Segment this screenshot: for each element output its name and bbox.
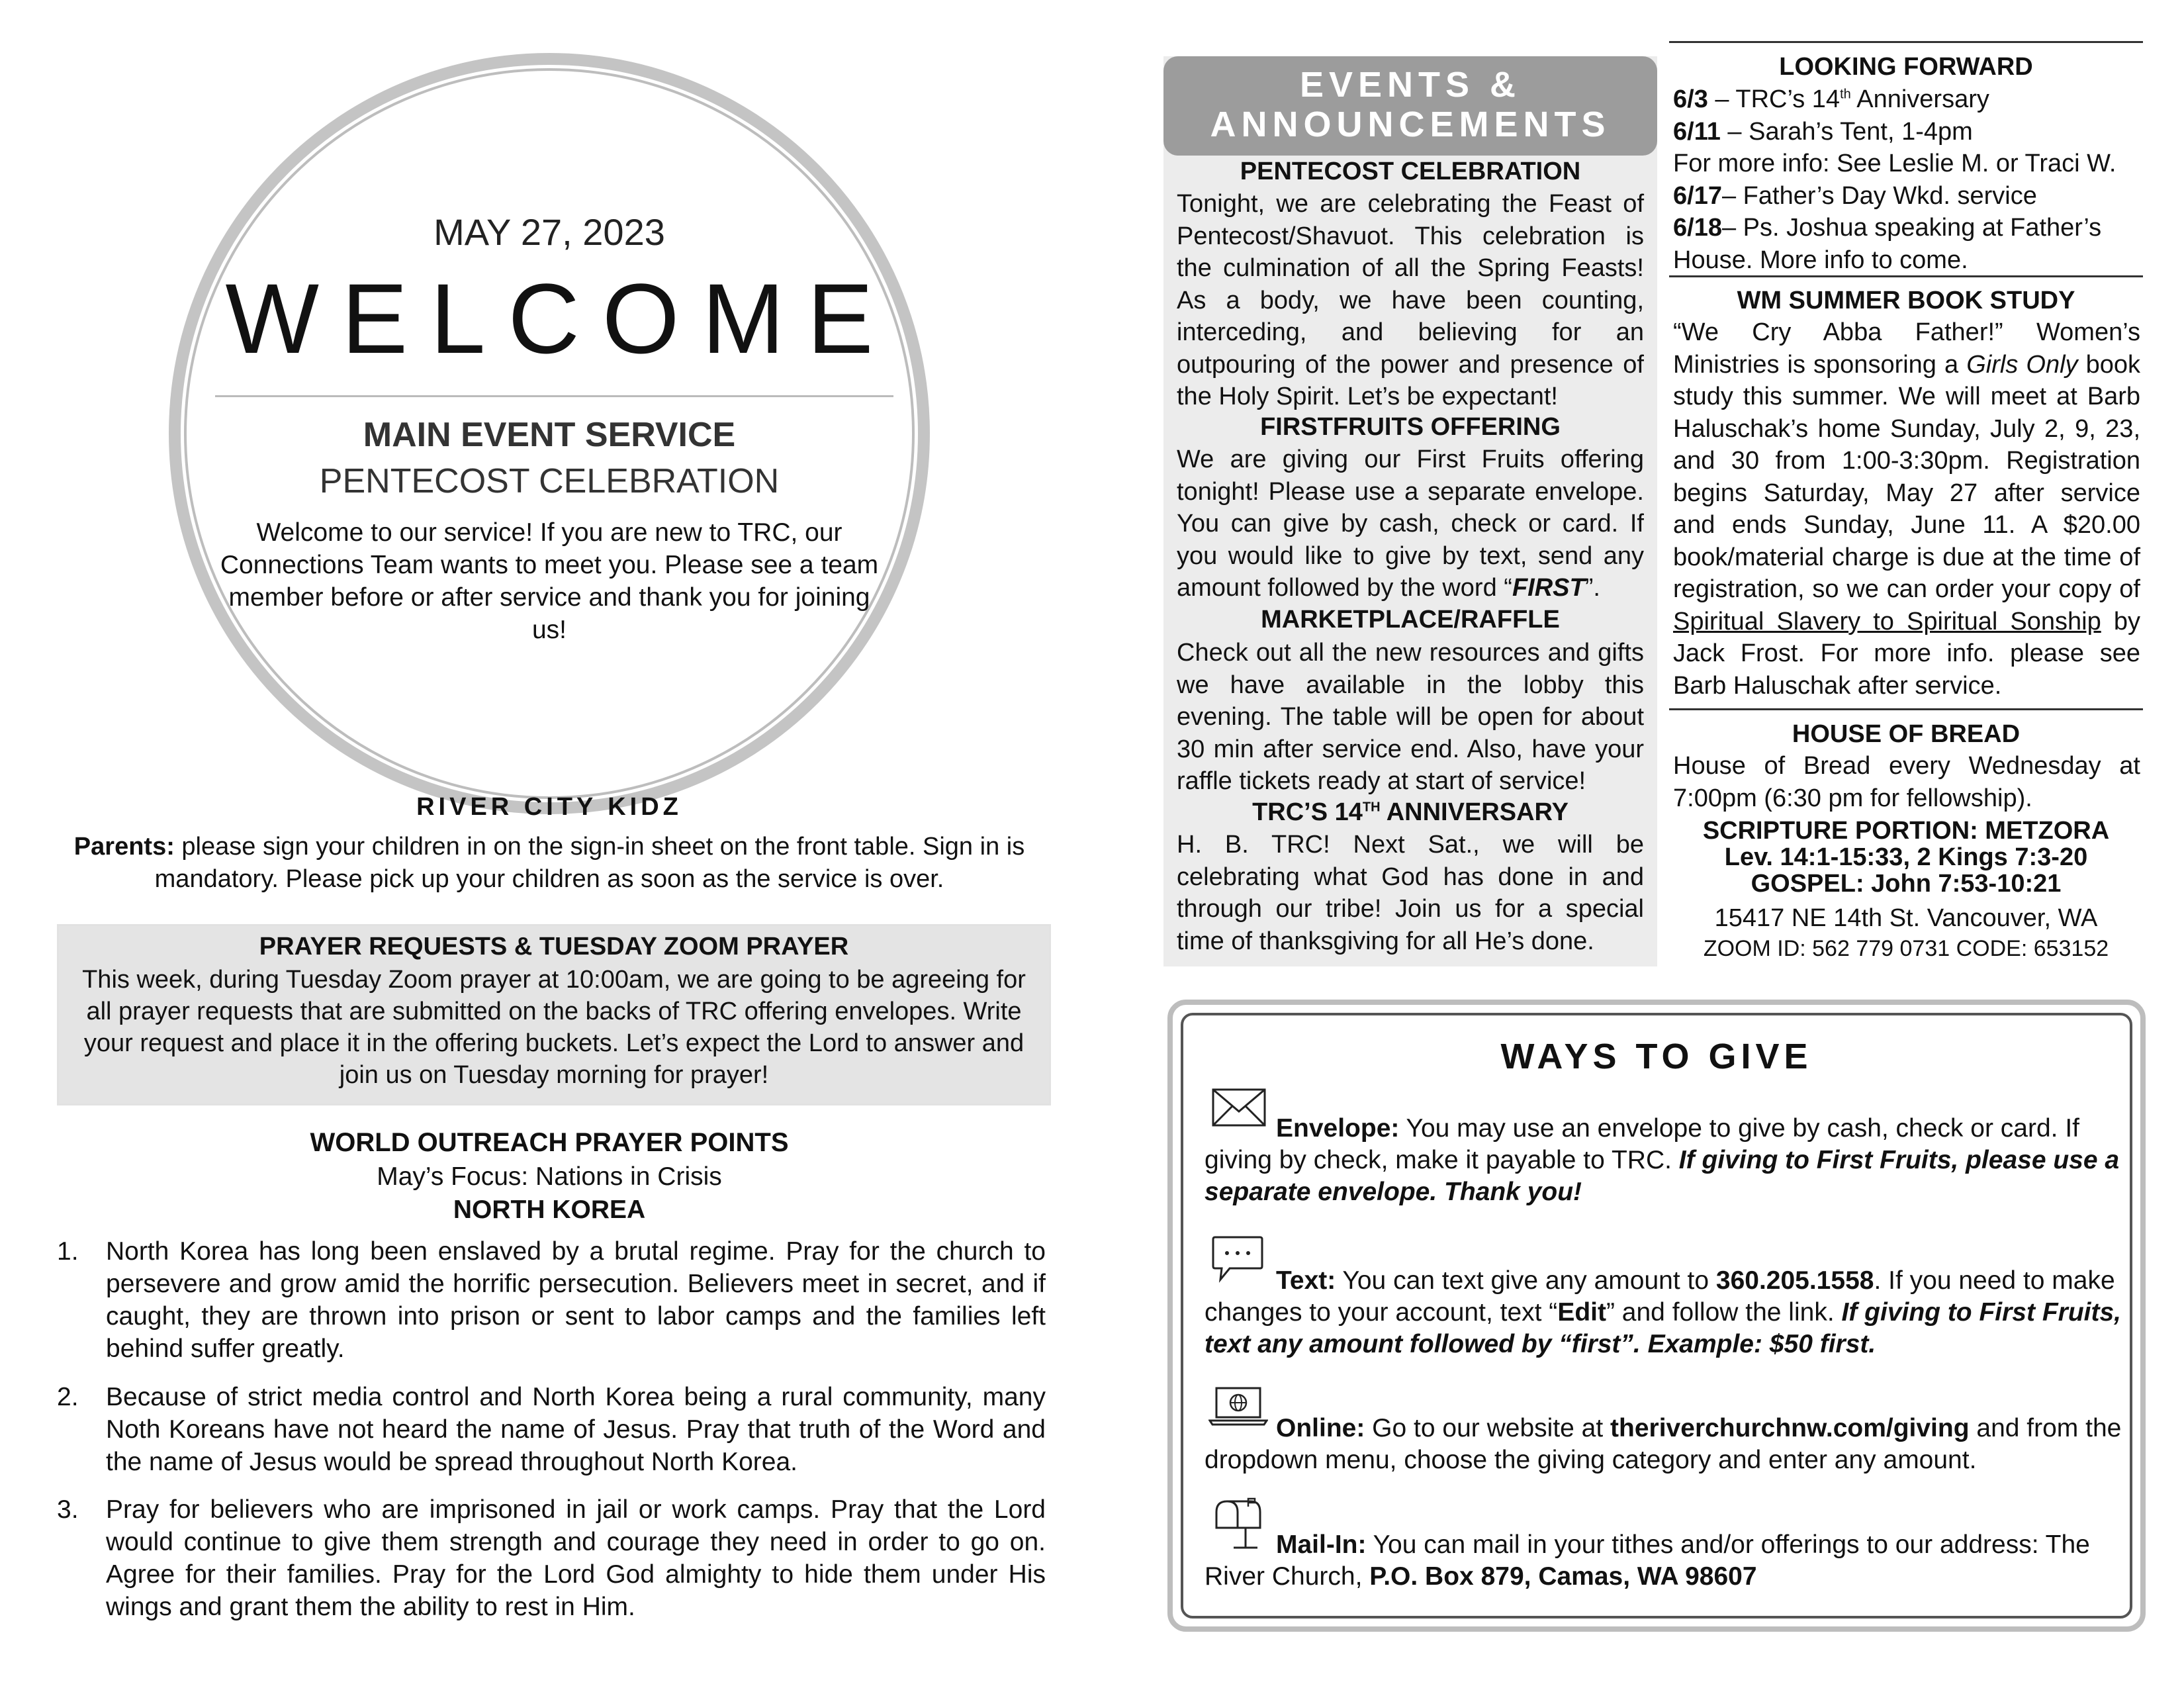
give-text-note: If giving to First Fruits, text any amount followed by “first”. Example: $50 first.	[1205, 1298, 2121, 1358]
firstfruits-text	[1177, 444, 1644, 604]
anniversary-title-sup: TH	[1362, 800, 1381, 815]
firstfruits-body: We are giving our First Fruits offering tonight! Please use a separate envelope. You can give by cash, check or card. If you would like to give by text, send any amount followed by the word “	[1177, 445, 1644, 602]
events-header-text	[1163, 65, 1657, 144]
event-text: – Father’s Day Wkd. service	[1721, 181, 2037, 210]
give-envelope-label: Envelope:	[1276, 1114, 1400, 1143]
give-text-body: ” and follow the link.	[1606, 1298, 1842, 1327]
giving-website-link[interactable]: theriverchurchnw.com/giving	[1610, 1414, 1970, 1442]
prayer-point	[53, 1493, 1046, 1623]
kidz-title: RIVER CITY KIDZ	[416, 793, 682, 821]
give-online	[1205, 1413, 2124, 1476]
welcome-title: WELCOME	[225, 263, 896, 374]
give-online-body: and from the dropdown menu, choose the giving category and enter any amount.	[1205, 1414, 2122, 1474]
scripture-portion	[1669, 818, 2143, 897]
book-title: Spiritual Slavery to Spiritual Sonship	[1673, 607, 2101, 635]
event-text-post: Anniversary	[1850, 85, 1989, 113]
give-mail-label: Mail-In:	[1276, 1530, 1367, 1559]
book-study-body: book study this summer. We will meet at Barb Haluschak’s home Sunday, July 2, 9, 23, and 30 from 1:00-3:30pm. Registration begins Saturday, May 27 after service and ends Sunday, June 11. A $20.00 book/material charge is due at the time of registration, so we can order your copy of	[1673, 350, 2141, 603]
service-date: MAY 27, 2023	[433, 211, 665, 253]
give-title: WAYS TO GIVE	[1500, 1037, 1813, 1076]
scripture-line: SCRIPTURE PORTION: METZORA	[1702, 817, 2110, 845]
give-text-keyword: Edit	[1557, 1298, 1606, 1327]
give-text-number: 360.205.1558	[1715, 1266, 1874, 1295]
event-text: – Ps. Joshua speaking at Father’s House. More info to come.	[1673, 214, 2102, 274]
give-envelope	[1205, 1113, 2124, 1208]
welcome-text: Welcome to our service! If you are new to TRC, our Connections Team wants to meet you. Please see a team member before or after service and thank you for joining us!	[220, 518, 879, 644]
world-outreach-title: WORLD OUTREACH PRAYER POINTS	[310, 1128, 789, 1157]
divider	[1669, 275, 2143, 277]
marketplace-title: MARKETPLACE/RAFFLE	[1261, 606, 1560, 633]
anniversary-title-post: ANNIVERSARY	[1380, 798, 1569, 826]
give-online-body: Go to our website at	[1365, 1414, 1611, 1442]
event-text: – TRC’s 14	[1707, 85, 1841, 113]
anniversary-text: H. B. TRC! Next Sat., we will be celebrating what God has done in and through our tribe! Join us for a special time of thanksgiving for all He’s done.	[1177, 831, 1644, 955]
events-header-line-2: ANNOUNCEMENTS	[1210, 105, 1611, 144]
pentecost-title: PENTECOST CELEBRATION	[1240, 158, 1581, 185]
looking-forward-item	[1673, 180, 2140, 212]
looking-forward-item	[1673, 212, 2140, 276]
church-address: 15417 NE 14th St. Vancouver, WA	[1714, 904, 2098, 932]
looking-forward-item: For more info: See Leslie M. or Traci W.	[1673, 150, 2116, 177]
firstfruits-title: FIRSTFRUITS OFFERING	[1260, 413, 1561, 441]
event-date: 6/3	[1673, 85, 1708, 113]
give-text-body: You can text give any amount to	[1336, 1266, 1716, 1295]
prayer-text: This week, during Tuesday Zoom prayer at 10:00am, we are going to be agreeing for all prayer requests that are submitted on the backs of TRC offering envelopes. Write your request and place it in the offering buckets. Let’s expect the Lord to answer and join us on Tuesday morning for prayer!	[82, 966, 1026, 1089]
divider	[1669, 708, 2143, 710]
mailing-address: P.O. Box 879, Camas, WA 98607	[1369, 1562, 1757, 1591]
prayer-point-text: Pray for believers who are imprisoned in jail or work camps. Pray that the Lord would continue to give them strength and courage they need in order to go on. Agree for their families. Pray for the Lord God almighty to hide them under His wings and grant them the ability to rest in Him.	[106, 1495, 1046, 1621]
world-outreach-focus: May’s Focus: Nations in Crisis	[377, 1162, 722, 1191]
pentecost-text: Tonight, we are celebrating the Feast of Pentecost/Shavuot. This celebration is the culmination of all the Spring Feasts! As a body, we have been counting, interceding, and believing for an outpouring of the power and presence of the Holy Spirit. Let’s be expectant!	[1177, 190, 1644, 410]
anniversary-title-pre: TRC’S 14	[1252, 798, 1363, 826]
events-header-line-1: EVENTS &	[1299, 65, 1522, 105]
event-text: – Sarah’s Tent, 1-4pm	[1720, 117, 1973, 146]
anniversary-title	[1177, 798, 1644, 827]
house-of-bread-title: HOUSE OF BREAD	[1792, 720, 2021, 748]
divider	[1669, 41, 2143, 43]
give-envelope-note: If giving to First Fruits, please use a separate envelope. Thank you!	[1205, 1146, 2120, 1206]
event-date: 6/11	[1673, 117, 1721, 146]
girls-only-emphasis: Girls Only	[1966, 350, 2078, 379]
looking-forward-list	[1673, 83, 2140, 276]
prayer-point-number: 1.	[57, 1237, 79, 1266]
give-text	[1205, 1265, 2124, 1360]
zoom-info: ZOOM ID: 562 779 0731 CODE: 653152	[1703, 936, 2109, 961]
firstfruits-keyword: FIRST	[1512, 574, 1585, 602]
prayer-point	[53, 1381, 1046, 1478]
prayer-point-text: Because of strict media control and North Korea being a rural community, many Noth Koreans have not heard the name of Jesus. Pray that truth of the Word and the name of Jesus would be spread throughout North Korea.	[106, 1383, 1046, 1476]
give-mail-body: You can mail in your tithes and/or offerings to our address: The River Church,	[1205, 1530, 2090, 1591]
world-outreach-country: NORTH KOREA	[453, 1196, 646, 1224]
prayer-point-text: North Korea has long been enslaved by a brutal regime. Pray for the church to persevere and grow amid the horrific persecution. Believers meet in secret, and if caught, they are thrown into prison or sent to labor camps and the families left behind suffer greatly.	[106, 1237, 1046, 1363]
house-of-bread-text: House of Bread every Wednesday at 7:00pm (6:30 pm for fellowship).	[1673, 752, 2140, 812]
service-title: MAIN EVENT SERVICE	[363, 416, 736, 454]
give-envelope-text: You may use an envelope to give by cash, check or card. If giving by check, make it payable to TRC.	[1205, 1114, 2079, 1174]
scripture-line: Lev. 14:1-15:33, 2 Kings 7:3-20	[1724, 843, 2088, 871]
give-online-label: Online:	[1276, 1414, 1365, 1442]
looking-forward-item	[1673, 116, 2140, 148]
firstfruits-end: ”.	[1584, 574, 1600, 602]
book-study-body: by Jack Frost. For more info. please see Barb Haluschak after service.	[1673, 607, 2140, 700]
book-study-title: WM SUMMER BOOK STUDY	[1737, 287, 2075, 314]
book-study-text	[1673, 316, 2140, 702]
prayer-point	[53, 1235, 1046, 1365]
give-text-body: . If you need to make changes to your account, text “	[1205, 1266, 2115, 1327]
event-text-sup: th	[1840, 87, 1851, 102]
service-subtitle: PENTECOST CELEBRATION	[319, 462, 780, 500]
kidz-text	[66, 831, 1032, 896]
welcome-divider	[215, 395, 893, 397]
marketplace-text: Check out all the new resources and gifts we have available in the lobby this evening. The table will be open for about 30 min after service end. Also, have your raffle tickets ready at start of service!	[1177, 639, 1644, 795]
kidz-body: please sign your children in on the sign-in sheet on the front table. Sign in is mandatory. Please pick up your children as soon as the service is over.	[154, 833, 1025, 893]
prayer-point-number: 2.	[57, 1383, 79, 1411]
give-mail	[1205, 1529, 2124, 1593]
looking-forward-title: LOOKING FORWARD	[1779, 53, 2033, 81]
prayer-point-number: 3.	[57, 1495, 79, 1524]
prayer-title: PRAYER REQUESTS & TUESDAY ZOOM PRAYER	[259, 933, 849, 961]
looking-forward-item	[1673, 83, 2140, 116]
event-date: 6/18	[1673, 214, 1722, 242]
kidz-lead: Parents:	[73, 833, 175, 861]
scripture-line: GOSPEL: John 7:53-10:21	[1751, 870, 2062, 898]
give-text-label: Text:	[1276, 1266, 1336, 1295]
event-date: 6/17	[1673, 181, 1722, 210]
book-study-body: “We Cry Abba Father!” Women’s Ministries is sponsoring a	[1673, 318, 2140, 379]
